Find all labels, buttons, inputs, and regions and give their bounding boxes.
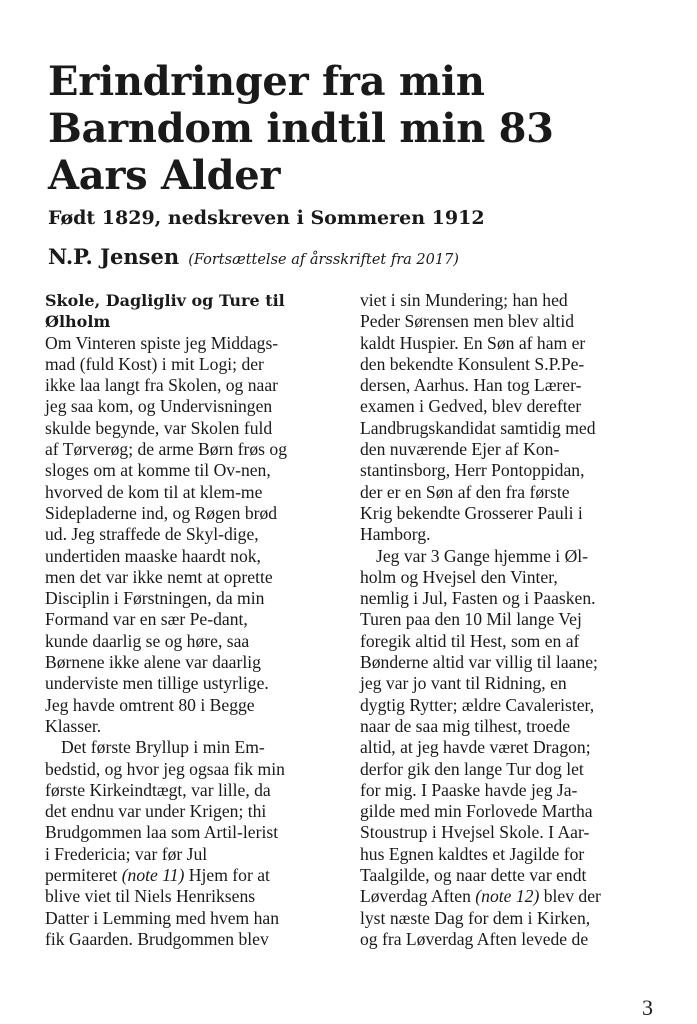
line-text: og fra Løverdag Aften levede de	[360, 928, 589, 949]
text-line	[45, 801, 345, 822]
text-line	[45, 375, 345, 396]
section-heading-line	[45, 311, 345, 332]
text-line	[45, 673, 345, 694]
line-text: Skole, Dagligliv og Ture til	[45, 291, 285, 310]
line-text: Krig bekendte Grosserer Pauli i	[360, 502, 583, 523]
text-line	[360, 418, 660, 439]
line-text: Brudgommen laa som Artil-lerist	[45, 822, 279, 843]
text-line	[360, 865, 660, 886]
line-text: af Tørverøg; de arme Børn frøs og	[45, 439, 287, 460]
line-text: dygtig Rytter; ældre Cavalerister,	[360, 694, 595, 715]
text-line	[360, 460, 660, 481]
text-line	[45, 482, 345, 503]
line-text: Løverdag Aften	[360, 886, 476, 907]
line-text: nemlig i Jul, Fasten og i Paasken.	[360, 588, 596, 609]
text-line	[45, 524, 345, 545]
footnote-reference: (note 12)	[475, 886, 540, 907]
author-name: N.P. Jensen	[48, 244, 180, 269]
line-text: for mig. I Paaske havde jeg Ja-	[360, 779, 578, 800]
text-line	[360, 844, 660, 865]
text-line	[360, 375, 660, 396]
line-text-continued: Hjem for at	[184, 865, 270, 886]
text-line	[360, 631, 660, 652]
title-line: Aars Alder	[48, 152, 281, 199]
text-line	[360, 716, 660, 737]
text-line	[360, 503, 660, 524]
left-text-column	[45, 290, 345, 950]
line-text: den nuværende Ejer af Kon-	[360, 439, 560, 460]
section-heading-line	[45, 290, 345, 311]
text-line	[45, 567, 345, 588]
text-line	[360, 311, 660, 332]
line-text: Disciplin i Førstningen, da min	[45, 588, 265, 609]
text-line	[45, 780, 345, 801]
line-text: kaldt Huspier. En Søn af ham er	[360, 332, 586, 353]
text-line	[360, 524, 660, 545]
text-line	[360, 354, 660, 375]
line-text: bedstid, og hvor jeg ogsaa fik min	[45, 758, 285, 779]
text-line	[360, 822, 660, 843]
text-line	[45, 759, 345, 780]
line-text: lyst næste Dag for dem i Kirken,	[360, 907, 591, 928]
line-text: Ølholm	[45, 312, 111, 332]
text-line	[360, 759, 660, 780]
text-line	[45, 418, 345, 439]
text-line	[360, 908, 660, 929]
text-line	[45, 460, 345, 481]
line-text: Peder Sørensen men blev altid	[360, 311, 575, 332]
line-text: Turen paa den 10 Mil lange Vej	[360, 609, 582, 630]
line-text: det endnu var under Krigen; thi	[45, 801, 267, 822]
byline	[48, 244, 668, 269]
line-text: kunde daarlig se og høre, saa	[45, 630, 250, 651]
text-line	[45, 396, 345, 417]
line-text: examen i Gedved, blev derefter	[360, 396, 582, 417]
text-line	[360, 801, 660, 822]
text-line	[45, 609, 345, 630]
text-line	[45, 652, 345, 673]
text-line	[360, 396, 660, 417]
line-text: den bekendte Konsulent S.P.Pe-	[360, 353, 585, 374]
line-text: Hamborg.	[360, 524, 431, 545]
line-text: Om Vinteren spiste jeg Middags-	[45, 332, 279, 353]
text-line	[45, 865, 345, 886]
text-line	[45, 503, 345, 524]
line-text: foregik altid til Hest, som en af	[360, 630, 580, 651]
text-line	[360, 546, 660, 567]
line-text: jeg var jo vant til Ridning, en	[360, 673, 567, 694]
line-text: Stoustrup i Hvejsel Skole. I Aar-	[360, 822, 590, 843]
text-line	[360, 695, 660, 716]
text-line	[45, 695, 345, 716]
text-line	[360, 439, 660, 460]
text-line	[45, 716, 345, 737]
text-line	[45, 439, 345, 460]
page-number: 3	[642, 995, 653, 1020]
line-text: jeg saa kom, og Undervisningen	[45, 396, 273, 417]
right-text-column	[360, 290, 660, 950]
text-line	[360, 652, 660, 673]
text-line	[360, 588, 660, 609]
line-text: Det første Bryllup i min Em-	[61, 737, 265, 758]
line-text: undertiden maaske haardt nok,	[45, 545, 261, 566]
text-line	[360, 333, 660, 354]
line-text: Jeg havde omtrent 80 i Begge	[45, 694, 255, 715]
line-text: holm og Hvejsel den Vinter,	[360, 566, 558, 587]
text-line	[360, 886, 660, 907]
line-text: Jeg var 3 Gange hjemme i Øl-	[376, 545, 589, 566]
line-text: naar de saa mig tilhest, troede	[360, 715, 571, 736]
text-line	[360, 567, 660, 588]
text-line	[45, 354, 345, 375]
text-line	[360, 482, 660, 503]
line-text: altid, at jeg havde været Dragon;	[360, 737, 591, 758]
line-text: hus Egnen kaldtes et Jagilde for	[360, 843, 585, 864]
line-text: skulde begynde, var Skolen fuld	[45, 417, 273, 438]
line-text: ud. Jeg straffede de Skyl-dige,	[45, 524, 259, 545]
text-line	[45, 588, 345, 609]
line-text: stantinsborg, Herr Pontoppidan,	[360, 460, 585, 481]
continuation-note: (Fortsættelse af årsskriftet fra 2017)	[188, 252, 459, 268]
line-text: fik Gaarden. Brudgommen blev	[45, 928, 269, 949]
line-text: Landbrugskandidat samtidig med	[360, 417, 596, 438]
line-text-continued: blev der	[539, 886, 601, 907]
text-line	[45, 737, 345, 758]
line-text: dersen, Aarhus. Han tog Lærer-	[360, 375, 582, 396]
line-text: Datter i Lemming med hvem han	[45, 907, 280, 928]
text-line	[360, 737, 660, 758]
line-text: Børnene ikke alene var daarlig	[45, 652, 261, 673]
text-line	[45, 929, 345, 950]
line-text: gilde med min Forlovede Martha	[360, 801, 593, 822]
line-text: derfor gik den lange Tur dog let	[360, 758, 584, 779]
line-text: sloges om at komme til Ov-nen,	[45, 460, 271, 481]
title-line: Barndom indtil min 83	[48, 105, 554, 152]
footnote-reference: (note 11)	[121, 865, 185, 886]
line-text: blive viet til Niels Henriksens	[45, 886, 256, 907]
text-line	[360, 780, 660, 801]
line-text: Bønderne altid var villig til laane;	[360, 652, 598, 673]
line-text: mad (fuld Kost) i mit Logi; der	[45, 353, 264, 374]
line-text: første Kirkeindtægt, var lille, da	[45, 779, 271, 800]
line-text: men det var ikke nemt at oprette	[45, 566, 273, 587]
line-text: i Fredericia; var før Jul	[45, 843, 208, 864]
text-line	[45, 333, 345, 354]
line-text: hvorved de kom til at klem-me	[45, 481, 263, 502]
article-title	[48, 58, 668, 199]
text-line	[45, 631, 345, 652]
text-line	[360, 290, 660, 311]
line-text: ikke laa langt fra Skolen, og naar	[45, 375, 279, 396]
line-text: Formand var en sær Pe-dant,	[45, 609, 248, 630]
text-line	[360, 673, 660, 694]
line-text: Sidepladerne ind, og Røgen brød	[45, 502, 278, 523]
line-text: der er en Søn af den fra første	[360, 481, 570, 502]
text-line	[45, 886, 345, 907]
title-line: Erindringer fra min	[48, 58, 485, 105]
line-text: Klasser.	[45, 715, 102, 736]
text-line	[360, 609, 660, 630]
line-text: permiteret	[45, 865, 122, 886]
line-text: underviste men tillige ustyrlige.	[45, 673, 269, 694]
article-subtitle: Født 1829, nedskreven i Sommeren 1912	[48, 207, 485, 229]
text-line	[45, 822, 345, 843]
text-line	[45, 546, 345, 567]
line-text: viet i sin Mundering; han hed	[360, 290, 568, 310]
text-line	[45, 908, 345, 929]
text-line	[360, 929, 660, 950]
text-line	[45, 844, 345, 865]
line-text: Taalgilde, og naar dette var endt	[360, 865, 587, 886]
